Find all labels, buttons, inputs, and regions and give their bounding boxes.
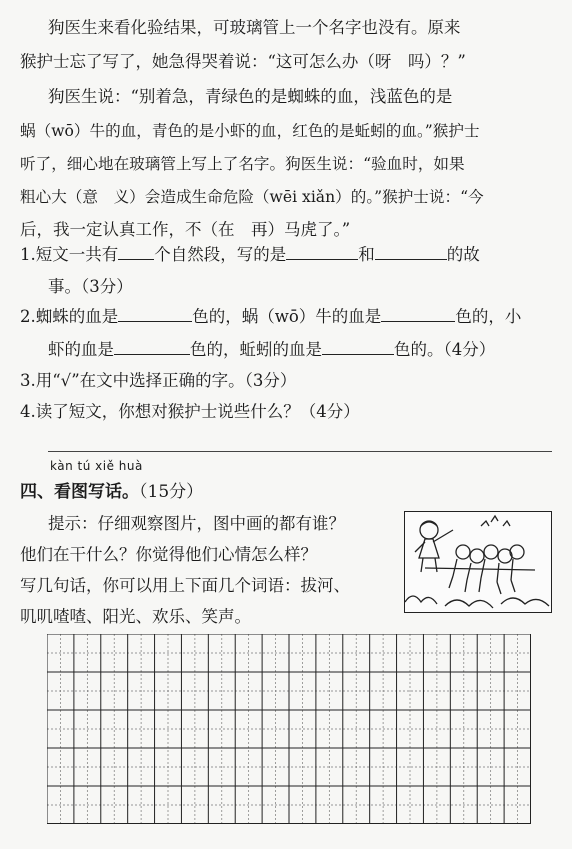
writing-grid-lines bbox=[47, 634, 531, 824]
question-2: 2.蜘蛛的血是 色的，蜗（wō）牛的血是 色的，小 bbox=[20, 307, 522, 326]
answer-blank[interactable] bbox=[114, 339, 190, 355]
illustration-drawing bbox=[405, 512, 551, 612]
tug-of-war-illustration bbox=[404, 511, 552, 613]
writing-grid[interactable] bbox=[47, 634, 531, 824]
title-pinyin: kàn tú xiě huà bbox=[50, 459, 143, 473]
story-line-5 bbox=[20, 154, 556, 174]
hint-line-2: 他们在干什么？你觉得他们心情怎么样？ bbox=[20, 545, 317, 564]
story-line-7 bbox=[20, 220, 556, 240]
story-text: 猴护士忘了写了，她急得哭着说：“这可怎么办（呀 吗）？” bbox=[20, 52, 466, 71]
story-line-2 bbox=[20, 52, 556, 72]
answer-blank[interactable] bbox=[381, 306, 455, 322]
question-3: 3.用“√”在文中选择正确的字。（3分） bbox=[20, 371, 297, 390]
story-text: 后，我一定认真工作，不（在 再）马虎了。” bbox=[20, 220, 351, 239]
story-text: 粗心大（意 义）会造成生命危险（wēi xiǎn）的。”猴护士说：“今 bbox=[20, 188, 484, 206]
hint-line-4: 叽叽喳喳、阳光、欢乐、笑声。 bbox=[20, 607, 251, 626]
answer-line[interactable] bbox=[48, 451, 552, 452]
question-1: 1.短文一共有 个自然段，写的是 和 的故 bbox=[20, 245, 480, 264]
answer-blank[interactable] bbox=[375, 244, 447, 260]
answer-blank[interactable] bbox=[286, 244, 358, 260]
answer-blank[interactable] bbox=[118, 244, 154, 260]
hint-line-1: 提示：仔细观察图片，图中画的都有谁？ bbox=[48, 514, 345, 533]
story-line-1 bbox=[48, 18, 556, 38]
answer-blank[interactable] bbox=[322, 339, 394, 355]
story-text: 蜗（wō）牛的血，青色的是小虾的血，红色的是蚯蚓的血。”猴护士 bbox=[20, 122, 480, 140]
story-line-4 bbox=[20, 121, 556, 141]
question-2-cont: 虾的血是 色的，蚯蚓的血是 色的。（4分） bbox=[48, 340, 496, 359]
hint-line-3: 写几句话，你可以用上下面几个词语：拔河、 bbox=[20, 576, 350, 595]
story-line-6 bbox=[20, 187, 556, 207]
story-line-3 bbox=[48, 87, 556, 107]
question-1-cont: 事。（3分） bbox=[48, 277, 133, 296]
story-text: 狗医生说：“别着急，青绿色的是蜘蛛的血，浅蓝色的是 bbox=[48, 87, 453, 106]
section-title: 四、看图写话。（15分） bbox=[20, 482, 204, 502]
story-text: 听了，细心地在玻璃管上写上了名字。狗医生说：“验血时，如果 bbox=[20, 155, 465, 173]
question-4: 4.读了短文，你想对猴护士说些什么？（4分） bbox=[20, 402, 360, 421]
story-text: 狗医生来看化验结果，可玻璃管上一个名字也没有。原来 bbox=[48, 18, 461, 37]
answer-blank[interactable] bbox=[118, 306, 192, 322]
